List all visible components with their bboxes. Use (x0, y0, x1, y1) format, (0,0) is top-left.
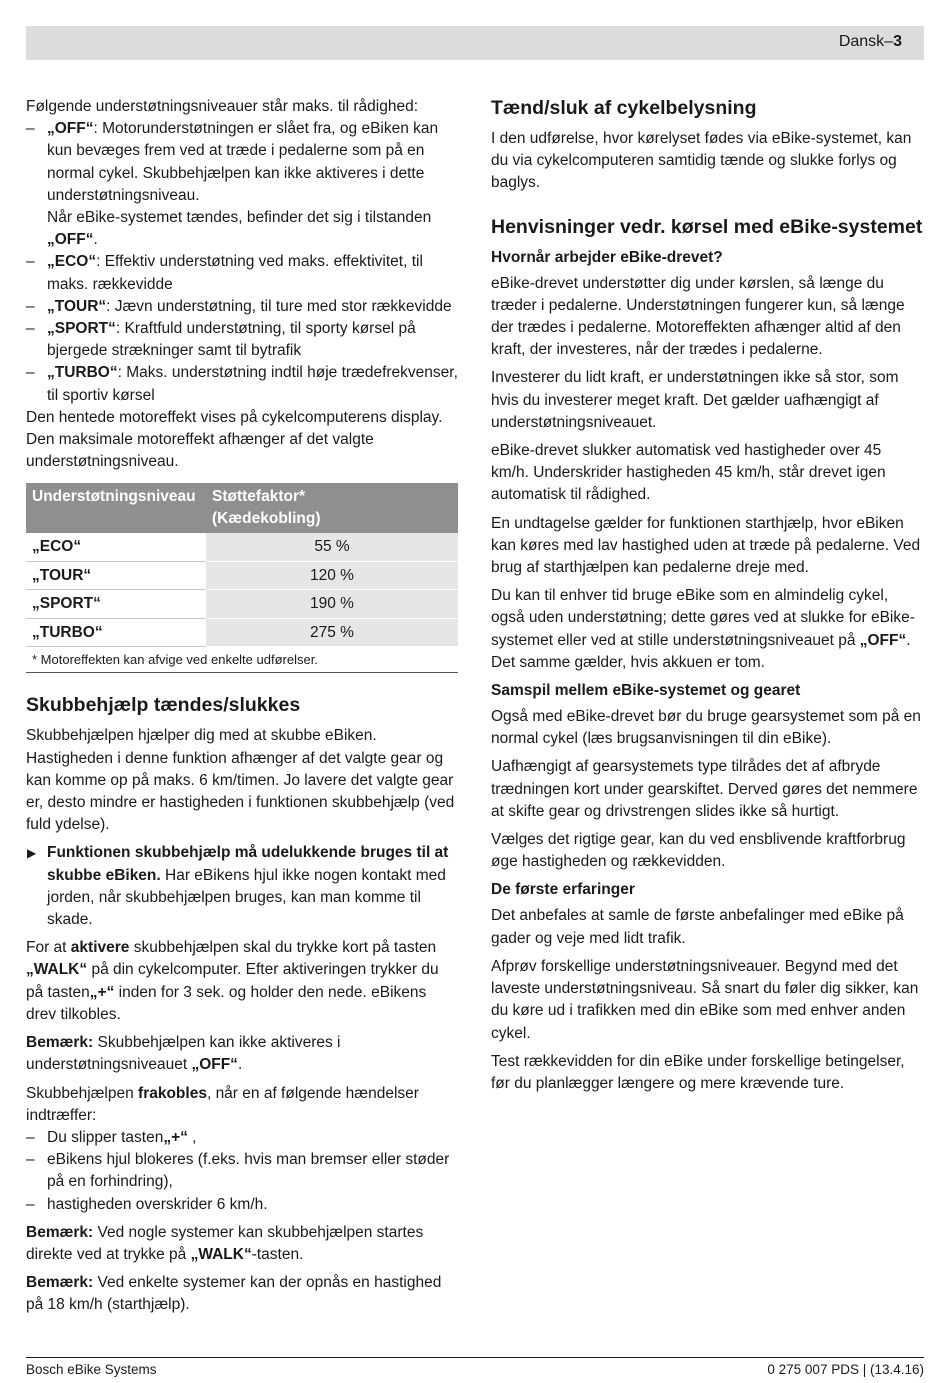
gear-heading: Samspil mellem eBike-systemet og gearet (491, 682, 801, 700)
first-experience-heading: De første erfaringer (491, 881, 635, 899)
walk-assist-heading: Skubbehjælp tændes/slukkes (26, 694, 301, 717)
triangle-right-icon: ▶ (27, 846, 37, 861)
walk-assist-deactivate: Skubbehjælpen frakobles, når en af følgende hændelser indtræffer: (26, 1084, 419, 1124)
footer-divider (26, 1357, 924, 1358)
table-row: „SPORT“ 190 % (26, 590, 458, 619)
walk-assist-activate: For at aktivere skubbehjælpen skal du trykke kort på tasten „WALK“ på din cykelcomputer. Efter aktiveringen trykker du på tasten„+“ inden for 3 sek. og holder den nede. eBikens drev tilkobles. (26, 939, 439, 1023)
first-paragraph-1: Det anbefales at samle de første anbefalinger med eBike på gader og veje med lidt trafik. (491, 907, 904, 947)
footer-doc-id: 0 275 007 PDS | (13.4.16) (767, 1362, 924, 1377)
walk-assist-intro: Skubbehjælpen hjælper dig med at skubbe eBiken. Hastigheden i denne funktion afhænger af det valgte gear og kan komme op på maks. 6 km/timen. Jo lavere det valgte gear er, desto mindre er hastigheden i funktionen skubbehjælp (ved fuld ydelse). (26, 727, 455, 834)
walk-assist-note-direct: Bemærk: Ved nogle systemer kan skubbehjælpen startes direkte ved at trykke på „WALK“-tasten. (26, 1223, 424, 1263)
list-item: – eBikens hjul blokeres (f.eks. hvis man bremser eller støder på en forhindring), (26, 1149, 458, 1193)
right-column (491, 96, 923, 1101)
first-paragraph-3: Test rækkevidden for din eBike under forskellige betingelser, før du planlægger længere og mere krævende ture. (491, 1052, 905, 1092)
first-paragraph-2: Afprøv forskellige understøtningsniveauer. Begynd med det laveste understøtningsniveau. Så snart du føler dig sikker, kan du køre ud i trafikken med din eBike som med enhver anden cykel. (491, 957, 919, 1042)
when-paragraph-3: eBike-drevet slukker automatisk ved hastigheder over 45 km/h. Underskrider hastigheden 45 km/h, står drevet igen automatisk til rådighed. (491, 442, 886, 504)
footer-brand: Bosch eBike Systems (26, 1362, 157, 1377)
level-item-off: – „OFF“: Motorunderstøtningen er slået fra, og eBiken kan kun bevæges frem ved at træde i pedalerne som på en normal cykel. Skubbehjælpen kan ikke aktiveres i dette understøtningsniveau. Når eBike-systemet tændes, befinder det sig i tilstanden „OFF“. (26, 118, 458, 251)
gear-paragraph-2: Uafhængigt af gearsystemets type tilrådes det af afbryde trædningen kort under gearskiftet. Derved gøres det nemmere at skifte gear og drivstrengen slides ikke så hurtigt. (491, 758, 918, 820)
table-header-factor: Støttefaktor* (Kædekobling) (206, 483, 458, 533)
when-heading: Hvornår arbejder eBike-drevet? (491, 248, 723, 266)
riding-heading: Henvisninger vedr. kørsel med eBike-systemet (491, 215, 923, 238)
walk-assist-note-speed: Bemærk: Ved enkelte systemer kan der opnås en hastighed på 18 km/h (starthjælp). (26, 1274, 442, 1314)
table-header-level: Understøtningsniveau (26, 483, 206, 533)
table-row: „TOUR“ 120 % (26, 561, 458, 590)
when-paragraph-4: En undtagelse gælder for funktionen starthjælp, hvor eBiken kan køres med lav hastighed uden at træde på pedalerne. Ved brug af starthjælpen kan pedalerne dreje med. (491, 514, 921, 577)
list-item: – Du slipper tasten„+“ , (26, 1127, 458, 1149)
motor-power-paragraph: Den hentede motoreffekt vises på cykelcomputerens display. Den maksimale motoreffekt afhænger af det valgte understøtningsniveau. (26, 408, 443, 471)
page-header (26, 26, 924, 60)
when-paragraph-2: Investerer du lidt kraft, er understøtningen ikke så stor, som hvis du investerer meget kraft. Det gælder uafhængigt af understøtningsniveauet. (491, 369, 899, 431)
walk-assist-warning: ▶ Funktionen skubbehjælp må udelukkende bruges til at skubbe eBiken. Har eBikens hjul ikke nogen kontakt med jorden, når skubbehjælpen bruges, kan man komme til skade. (27, 844, 449, 929)
deactivate-events-list (26, 1127, 458, 1216)
level-item-sport: – „SPORT“: Kraftfuld understøtning, til sporty kørsel på bjergede strækninger samt til bytrafik (26, 318, 458, 362)
table-header-row (26, 483, 458, 533)
lighting-heading: Tænd/sluk af cykelbelysning (491, 97, 757, 119)
table-row: „TURBO“ 275 % (26, 618, 458, 647)
gear-paragraph-1: Også med eBike-drevet bør du bruge gearsystemet som på en normal cykel (læs brugsanvisningen til din eBike). (491, 708, 921, 748)
support-level-table (26, 483, 458, 647)
level-item-eco: – „ECO“: Effektiv understøtning ved maks. effektivitet, til maks. rækkevidde (26, 251, 458, 295)
when-paragraph-1: eBike-drevet understøtter dig under kørslen, så længe du træder i pedalerne. Understøtningen fungerer kun, så længe der trædes i pedalerne. Motoreffekten afhænger altid af den kraft, der investeres, når der trædes i pedalerne. (491, 274, 905, 359)
walk-assist-note-off: Bemærk: Skubbehjælpen kan ikke aktiveres i understøtningsniveauet „OFF“. (26, 1034, 341, 1074)
table-row: „ECO“ 55 % (26, 533, 458, 561)
lighting-paragraph: I den udførelse, hvor kørelyset fødes via eBike-systemet, kan du via cykelcomputeren samtidig tænde og slukke forlys og baglys. (491, 130, 912, 192)
when-paragraph-5: Du kan til enhver tid bruge eBike som en almindelig cykel, også uden understøtning; dette gøres ved at slukke for eBike-systemet eller ved at stille understøtningsniveauet på „OFF“. Det samme gælder, hvis akkuen er tom. (491, 587, 915, 671)
level-item-tour: – „TOUR“: Jævn understøtning, til ture med stor rækkevidde (26, 296, 458, 318)
levels-list (26, 118, 458, 407)
left-column (26, 96, 458, 1323)
table-footnote: * Motoreffekten kan afvige ved enkelte udførelser. (26, 647, 458, 673)
header-label: Dansk–3 (838, 33, 902, 50)
levels-intro: Følgende understøtningsniveauer står maks. til rådighed: (26, 98, 419, 115)
gear-paragraph-3: Vælges det rigtige gear, kan du ved ensblivende kraftforbrug øge hastigheden og rækkevidden. (491, 831, 906, 871)
list-item: – hastigheden overskrider 6 km/h. (26, 1194, 458, 1216)
level-item-turbo: – „TURBO“: Maks. understøtning indtil høje trædefrekvenser, til sportiv kørsel (26, 362, 458, 406)
